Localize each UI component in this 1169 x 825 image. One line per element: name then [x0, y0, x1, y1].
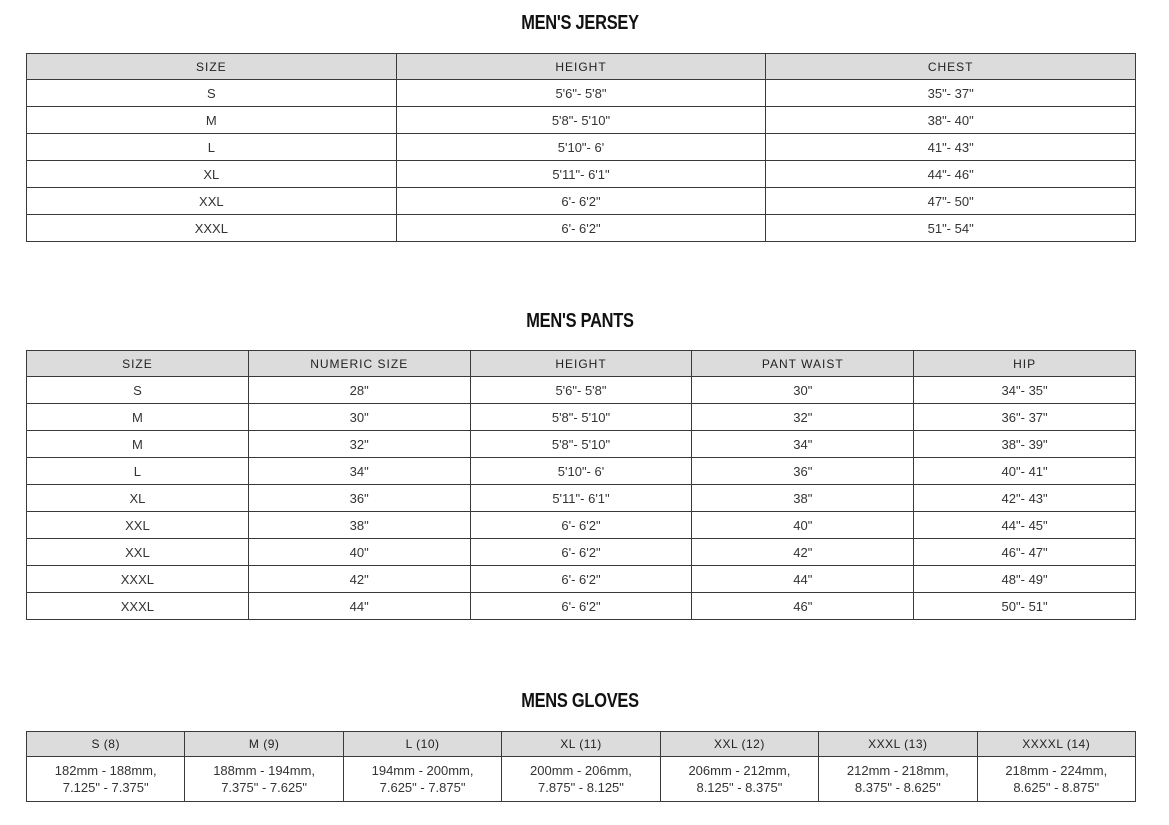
table-cell: 44"	[248, 593, 470, 620]
table-cell: 38"	[692, 485, 914, 512]
table-cell: M	[27, 404, 249, 431]
table-cell: XXL	[27, 512, 249, 539]
table-cell: L	[27, 458, 249, 485]
table-cell: 41"- 43"	[766, 134, 1136, 161]
cell-line: 7.625" - 7.875"	[379, 780, 466, 795]
table-row	[27, 107, 1136, 134]
table-cell: 38"	[248, 512, 470, 539]
table-cell: 5'11"- 6'1"	[396, 161, 766, 188]
column-header: XXL (12)	[660, 732, 818, 757]
table-cell: 42"	[248, 566, 470, 593]
table-cell: S	[27, 377, 249, 404]
table-cell: 40"	[248, 539, 470, 566]
table-cell: 46"	[692, 593, 914, 620]
column-header: SIZE	[27, 54, 397, 80]
table-row	[27, 188, 1136, 215]
table-header-row	[27, 54, 1136, 80]
table-cell: 5'8"- 5'10"	[470, 431, 692, 458]
table-row	[27, 485, 1136, 512]
table-row	[27, 431, 1136, 458]
table-cell: XL	[27, 161, 397, 188]
cell-line: 212mm - 218mm,	[846, 763, 949, 778]
table-cell: XXXL	[27, 215, 397, 242]
table-cell: 35"- 37"	[766, 80, 1136, 107]
table-cell: 5'10"- 6'	[470, 458, 692, 485]
table-cell: XXL	[27, 539, 249, 566]
table-cell	[27, 757, 185, 802]
column-header: HEIGHT	[470, 351, 692, 377]
table-cell: 5'6"- 5'8"	[470, 377, 692, 404]
table-row	[27, 161, 1136, 188]
table-cell: 48"- 49"	[914, 566, 1136, 593]
cell-line: 182mm - 188mm,	[54, 763, 157, 778]
table-cell: 38"- 39"	[914, 431, 1136, 458]
table-header-row	[27, 351, 1136, 377]
table-cell	[660, 757, 818, 802]
cell-line: 200mm - 206mm,	[530, 763, 632, 778]
table-row	[27, 377, 1136, 404]
table-cell	[977, 757, 1135, 802]
table-cell: 6'- 6'2"	[396, 215, 766, 242]
pants-title: MEN'S PANTS	[526, 310, 634, 332]
cell-line: 206mm - 212mm,	[688, 763, 791, 778]
table-cell: 34"	[248, 458, 470, 485]
column-header: SIZE	[27, 351, 249, 377]
table-row	[27, 404, 1136, 431]
column-header: HIP	[914, 351, 1136, 377]
table-cell: XXXL	[27, 593, 249, 620]
cell-line: 8.625" - 8.875"	[1013, 780, 1100, 795]
column-header: L (10)	[343, 732, 501, 757]
table-header-row	[27, 732, 1136, 757]
cell-line: 7.125" - 7.375"	[62, 780, 149, 795]
table-row	[27, 134, 1136, 161]
table-cell: L	[27, 134, 397, 161]
table-cell: 36"	[692, 458, 914, 485]
cell-line: 7.375" - 7.625"	[221, 780, 308, 795]
table-row	[27, 80, 1136, 107]
table-cell	[502, 757, 660, 802]
table-cell: 44"	[692, 566, 914, 593]
jersey-size-table	[26, 53, 1136, 242]
table-cell: 28"	[248, 377, 470, 404]
gloves-title: MENS GLOVES	[521, 690, 639, 712]
table-cell: 6'- 6'2"	[396, 188, 766, 215]
cell-line: 218mm - 224mm,	[1005, 763, 1108, 778]
table-cell: 40"	[692, 512, 914, 539]
table-cell: 5'8"- 5'10"	[396, 107, 766, 134]
table-row	[27, 539, 1136, 566]
column-header: PANT WAIST	[692, 351, 914, 377]
column-header: CHEST	[766, 54, 1136, 80]
column-header: XXXXL (14)	[977, 732, 1135, 757]
table-cell: 42"- 43"	[914, 485, 1136, 512]
table-cell: 40"- 41"	[914, 458, 1136, 485]
table-cell: XXXL	[27, 566, 249, 593]
table-cell: 47"- 50"	[766, 188, 1136, 215]
table-cell: S	[27, 80, 397, 107]
table-cell: 5'10"- 6'	[396, 134, 766, 161]
table-row	[27, 757, 1136, 802]
table-cell: 34"	[692, 431, 914, 458]
cell-line: 194mm - 200mm,	[371, 763, 474, 778]
table-cell: 30"	[248, 404, 470, 431]
table-cell: 5'8"- 5'10"	[470, 404, 692, 431]
table-row	[27, 512, 1136, 539]
cell-line: 188mm - 194mm,	[213, 763, 316, 778]
table-cell: M	[27, 431, 249, 458]
cell-line: 8.125" - 8.375"	[696, 780, 783, 795]
table-cell: 46"- 47"	[914, 539, 1136, 566]
table-cell: 50"- 51"	[914, 593, 1136, 620]
table-cell: 6'- 6'2"	[470, 539, 692, 566]
table-cell: 5'11"- 6'1"	[470, 485, 692, 512]
table-cell: 38"- 40"	[766, 107, 1136, 134]
column-header: NUMERIC SIZE	[248, 351, 470, 377]
table-cell: 6'- 6'2"	[470, 512, 692, 539]
table-row	[27, 458, 1136, 485]
gloves-size-table	[26, 731, 1136, 802]
cell-line: 7.875" - 8.125"	[538, 780, 624, 795]
column-header: XL (11)	[502, 732, 660, 757]
pants-size-table	[26, 350, 1136, 620]
table-row	[27, 215, 1136, 242]
table-cell: 32"	[692, 404, 914, 431]
table-cell	[819, 757, 977, 802]
table-cell: 34"- 35"	[914, 377, 1136, 404]
table-cell: 32"	[248, 431, 470, 458]
table-cell: 42"	[692, 539, 914, 566]
table-row	[27, 593, 1136, 620]
jersey-title: MEN'S JERSEY	[521, 12, 639, 34]
table-cell: M	[27, 107, 397, 134]
table-cell: 6'- 6'2"	[470, 593, 692, 620]
table-cell	[343, 757, 501, 802]
column-header: HEIGHT	[396, 54, 766, 80]
column-header: XXXL (13)	[819, 732, 977, 757]
table-cell: XXL	[27, 188, 397, 215]
table-cell: XL	[27, 485, 249, 512]
column-header: M (9)	[185, 732, 343, 757]
table-cell: 51"- 54"	[766, 215, 1136, 242]
table-cell: 36"	[248, 485, 470, 512]
table-cell: 30"	[692, 377, 914, 404]
table-cell	[185, 757, 343, 802]
table-cell: 44"- 46"	[766, 161, 1136, 188]
table-cell: 36"- 37"	[914, 404, 1136, 431]
cell-line: 8.375" - 8.625"	[854, 780, 941, 795]
column-header: S (8)	[27, 732, 185, 757]
table-cell: 44"- 45"	[914, 512, 1136, 539]
table-cell: 5'6"- 5'8"	[396, 80, 766, 107]
table-row	[27, 566, 1136, 593]
table-cell: 6'- 6'2"	[470, 566, 692, 593]
